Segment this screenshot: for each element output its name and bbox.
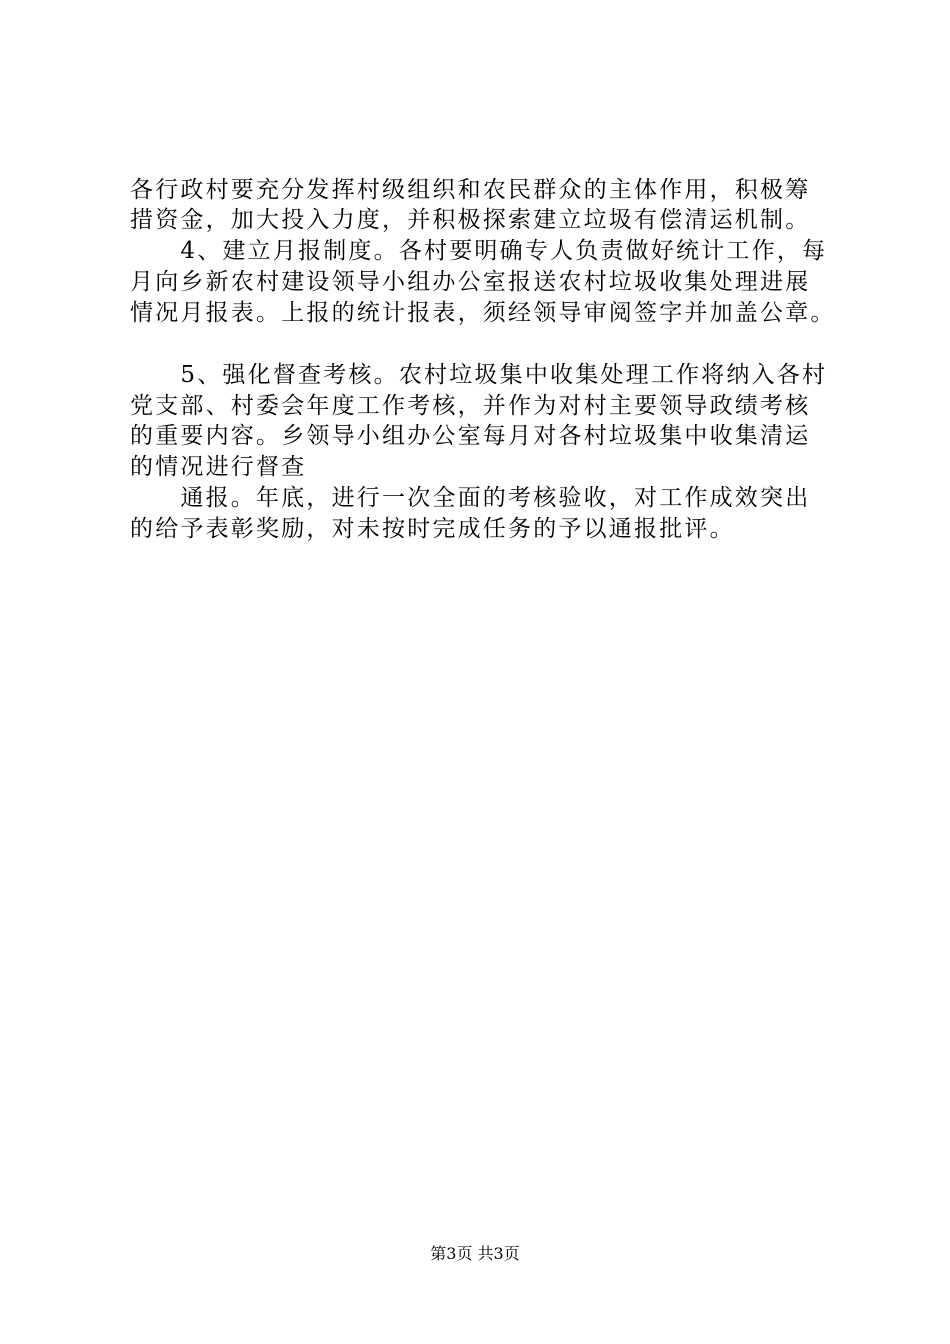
page-footer: 第3页 共3页 xyxy=(430,1244,520,1263)
paragraph-line: 各行政村要充分发挥村级组织和农民群众的主体作用，积极筹 xyxy=(130,177,811,203)
paragraph-line: 通报。年底，进行一次全面的考核验收，对工作成效突出 xyxy=(130,485,811,511)
paragraph-line: 的情况进行督查 xyxy=(130,454,307,480)
paragraph-line: 党支部、村委会年度工作考核，并作为对村主要领导政绩考核 xyxy=(130,393,811,419)
paragraph-line: 的重要内容。乡领导小组办公室每月对各村垃圾集中收集清运 xyxy=(130,423,811,449)
paragraph-line: 的给予表彰奖励，对未按时完成任务的予以通报批评。 xyxy=(130,516,735,542)
paragraph-line: 月向乡新农村建设领导小组办公室报送农村垃圾收集处理进展 xyxy=(130,269,811,295)
paragraph-line: 措资金，加大投入力度，并积极探索建立垃圾有偿清运机制。 xyxy=(130,207,811,233)
paragraph-line: 情况月报表。上报的统计报表，须经领导审阅签字并加盖公章。 xyxy=(130,300,836,326)
paragraph-line: 4、建立月报制度。各村要明确专人负责做好统计工作，每 xyxy=(130,238,828,264)
paragraph-line: 5、强化督查考核。农村垃圾集中收集处理工作将纳入各村 xyxy=(130,362,828,388)
